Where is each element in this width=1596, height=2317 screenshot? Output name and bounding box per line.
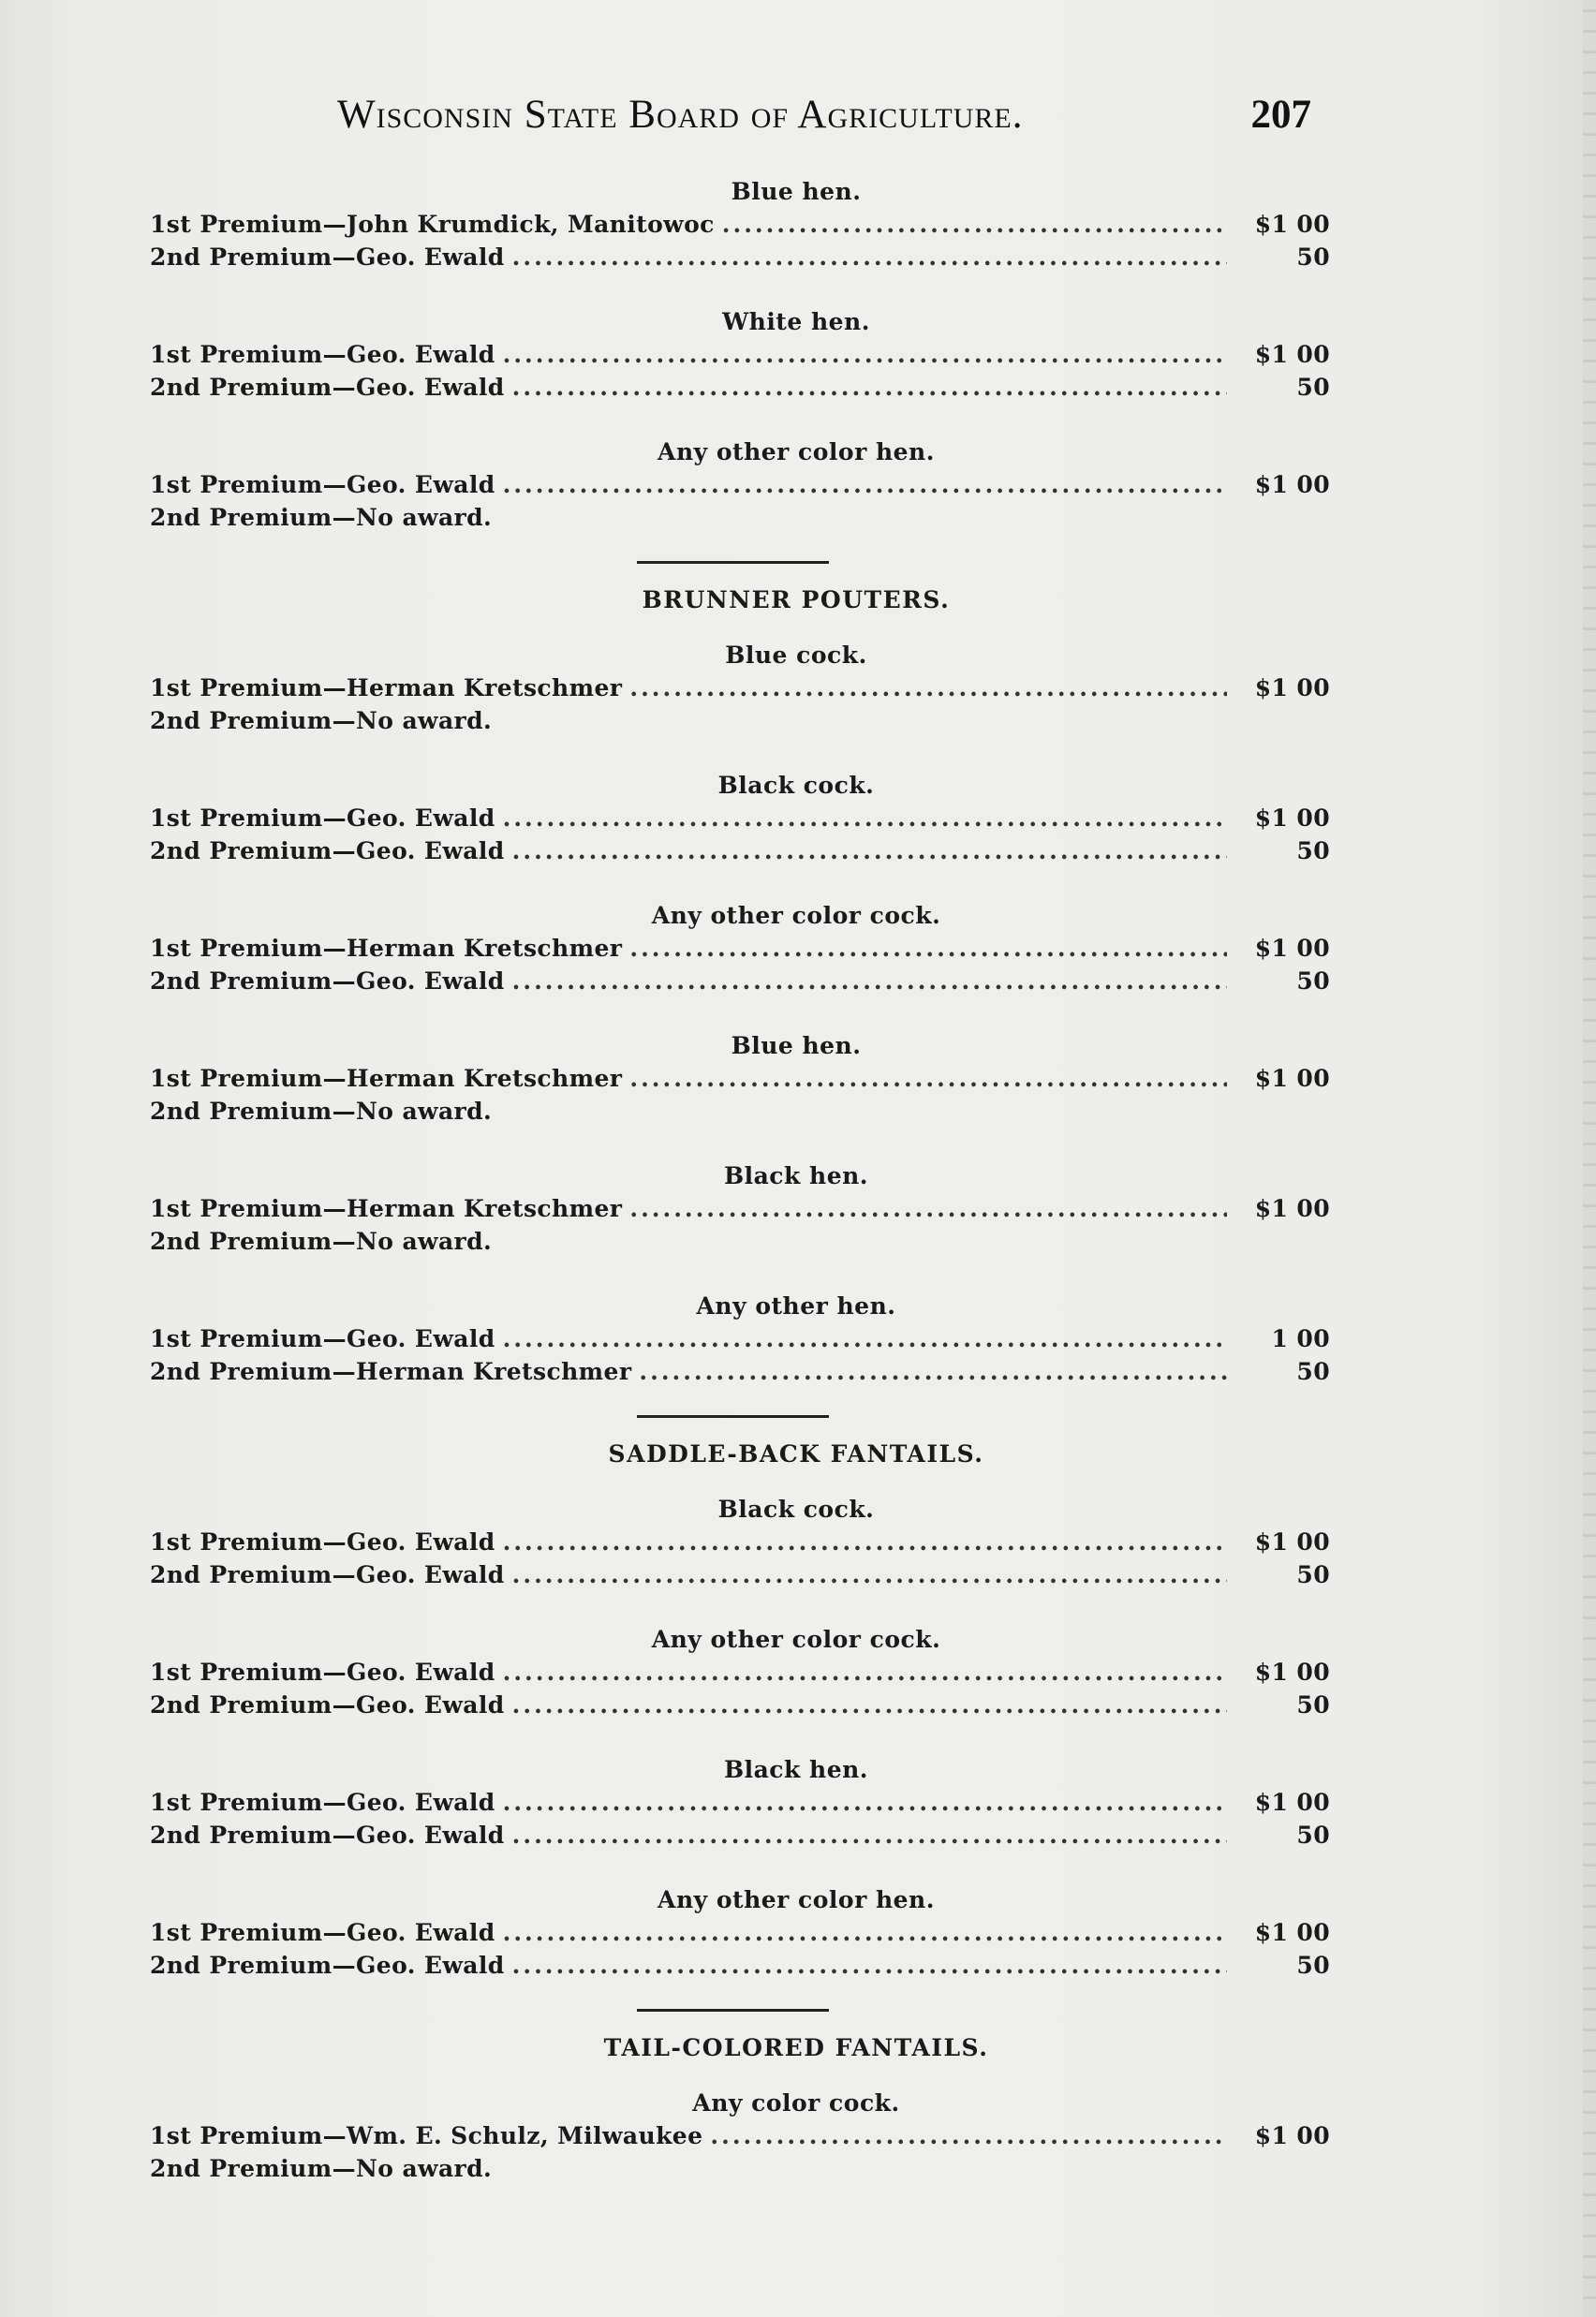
dot-leader [512, 374, 1227, 401]
dot-leader [503, 1789, 1227, 1816]
premium-row [150, 244, 1330, 276]
dot-leader [629, 935, 1227, 962]
dot-leader [639, 1358, 1227, 1385]
dot-leader [512, 1691, 1227, 1719]
dot-leader [503, 1528, 1227, 1556]
premium-row [150, 211, 1330, 244]
premium-amount: $1 00 [1254, 1659, 1330, 1686]
premium-amount: 1 00 [1271, 1325, 1330, 1352]
premium-row [150, 471, 1330, 504]
premium-amount: 50 [1296, 967, 1330, 995]
dot-leader [503, 1325, 1227, 1352]
section-title: SADDLE-BACK FANTAILS. [608, 1440, 984, 1468]
premium-row [150, 837, 1330, 870]
page-edge [1583, 0, 1596, 2317]
premium-label: 2nd Premium—Geo. Ewald [150, 967, 505, 995]
class-heading: Black hen. [723, 1756, 869, 1783]
premium-amount: $1 00 [1254, 1789, 1330, 1816]
premium-label: 1st Premium—Geo. Ewald [150, 1325, 495, 1352]
dot-leader [503, 471, 1227, 498]
premium-amount: 50 [1296, 837, 1330, 864]
dot-leader [512, 837, 1227, 864]
class-heading: Any other color cock. [651, 1626, 941, 1653]
premium-label: 1st Premium—Herman Kretschmer [150, 935, 623, 962]
premium-row [150, 1228, 1330, 1261]
premium-label: 2nd Premium—No award. [150, 707, 493, 734]
premium-amount: $1 00 [1254, 2122, 1330, 2149]
premium-row [150, 674, 1330, 707]
premium-label: 1st Premium—Geo. Ewald [150, 1789, 495, 1816]
dot-leader [629, 674, 1227, 701]
premium-label: 2nd Premium—Geo. Ewald [150, 1691, 505, 1719]
premium-row [150, 1098, 1330, 1130]
premium-label: 2nd Premium—No award. [150, 504, 493, 531]
premium-amount: 50 [1296, 1358, 1330, 1385]
dot-leader [512, 1822, 1227, 1849]
premium-list [150, 178, 1330, 2188]
premium-row [150, 707, 1330, 740]
section-title: TAIL-COLORED FANTAILS. [603, 2034, 989, 2061]
premium-label: 1st Premium—Herman Kretschmer [150, 674, 623, 701]
premium-amount: 50 [1296, 374, 1330, 401]
premium-row [150, 967, 1330, 1000]
premium-row [150, 1659, 1330, 1691]
premium-amount: 50 [1296, 1691, 1330, 1719]
class-heading: Any color cock. [692, 2089, 900, 2117]
premium-row [150, 1195, 1330, 1228]
premium-row [150, 1325, 1330, 1358]
premium-row [150, 935, 1330, 967]
premium-label: 1st Premium—Herman Kretschmer [150, 1195, 623, 1222]
class-heading: Blue hen. [731, 178, 862, 205]
class-heading: Black cock. [717, 772, 875, 799]
section-divider [637, 1415, 829, 1418]
dot-leader [512, 1952, 1227, 1979]
premium-amount: 50 [1296, 244, 1330, 271]
premium-label: 1st Premium—Geo. Ewald [150, 804, 495, 832]
section-divider [637, 561, 829, 564]
premium-label: 1st Premium—Geo. Ewald [150, 1659, 495, 1686]
class-heading: Any other hen. [696, 1292, 896, 1320]
premium-label: 1st Premium—John Krumdick, Manitowoc [150, 211, 715, 238]
premium-amount: $1 00 [1254, 804, 1330, 832]
running-title: Wisconsin State Board of Agriculture. [337, 93, 1024, 137]
premium-row [150, 1561, 1330, 1594]
class-heading: Black hen. [723, 1162, 869, 1189]
premium-label: 2nd Premium—Geo. Ewald [150, 1952, 505, 1979]
premium-row [150, 1789, 1330, 1822]
premium-amount: $1 00 [1254, 471, 1330, 498]
dot-leader [503, 1919, 1227, 1946]
dot-leader [503, 1659, 1227, 1686]
premium-label: 1st Premium—Geo. Ewald [150, 1919, 495, 1946]
premium-label: 2nd Premium—Geo. Ewald [150, 374, 505, 401]
dot-leader [512, 1561, 1227, 1588]
section-title: BRUNNER POUTERS. [642, 586, 951, 613]
premium-row [150, 1528, 1330, 1561]
class-heading: Blue cock. [725, 642, 867, 669]
premium-amount: 50 [1296, 1822, 1330, 1849]
premium-amount: $1 00 [1254, 1195, 1330, 1222]
premium-label: 2nd Premium—No award. [150, 2155, 493, 2182]
dot-leader [503, 804, 1227, 832]
premium-amount: $1 00 [1254, 211, 1330, 238]
dot-leader [629, 1065, 1227, 1092]
premium-amount: $1 00 [1254, 1065, 1330, 1092]
class-heading: Blue hen. [731, 1032, 862, 1059]
premium-row [150, 804, 1330, 837]
page-number: 207 [1250, 93, 1311, 137]
premium-row [150, 341, 1330, 374]
premium-row [150, 374, 1330, 406]
premium-row [150, 1952, 1330, 1985]
premium-amount: $1 00 [1254, 935, 1330, 962]
premium-amount: $1 00 [1254, 341, 1330, 368]
premium-amount: $1 00 [1254, 674, 1330, 701]
premium-row [150, 2155, 1330, 2188]
premium-label: 2nd Premium—Geo. Ewald [150, 837, 505, 864]
premium-amount: 50 [1296, 1952, 1330, 1979]
premium-label: 2nd Premium—Geo. Ewald [150, 1561, 505, 1588]
premium-label: 1st Premium—Geo. Ewald [150, 1528, 495, 1556]
premium-amount: $1 00 [1254, 1528, 1330, 1556]
premium-row [150, 2122, 1330, 2155]
premium-amount: $1 00 [1254, 1919, 1330, 1946]
premium-row [150, 1822, 1330, 1854]
running-header [337, 92, 1311, 148]
class-heading: Any other color hen. [658, 1886, 935, 1913]
premium-amount: 50 [1296, 1561, 1330, 1588]
premium-row [150, 1065, 1330, 1098]
class-heading: Any other color hen. [658, 438, 935, 465]
class-heading: Black cock. [717, 1496, 875, 1523]
premium-row [150, 1919, 1330, 1952]
premium-label: 2nd Premium—No award. [150, 1228, 493, 1255]
section-divider [637, 2009, 829, 2012]
premium-label: 2nd Premium—No award. [150, 1098, 493, 1125]
premium-label: 1st Premium—Herman Kretschmer [150, 1065, 623, 1092]
premium-label: 2nd Premium—Geo. Ewald [150, 244, 505, 271]
dot-leader [512, 967, 1227, 995]
premium-label: 1st Premium—Wm. E. Schulz, Milwaukee [150, 2122, 703, 2149]
premium-label: 2nd Premium—Geo. Ewald [150, 1822, 505, 1849]
premium-label: 1st Premium—Geo. Ewald [150, 341, 495, 368]
class-heading: Any other color cock. [651, 902, 941, 929]
premium-row [150, 1691, 1330, 1724]
premium-label: 1st Premium—Geo. Ewald [150, 471, 495, 498]
dot-leader [503, 341, 1227, 368]
premium-label: 2nd Premium—Herman Kretschmer [150, 1358, 632, 1385]
dot-leader [629, 1195, 1227, 1222]
premium-row [150, 1358, 1330, 1391]
dot-leader [710, 2122, 1227, 2149]
dot-leader [512, 244, 1227, 271]
class-heading: White hen. [722, 308, 870, 335]
premium-row [150, 504, 1330, 537]
dot-leader [722, 211, 1227, 238]
